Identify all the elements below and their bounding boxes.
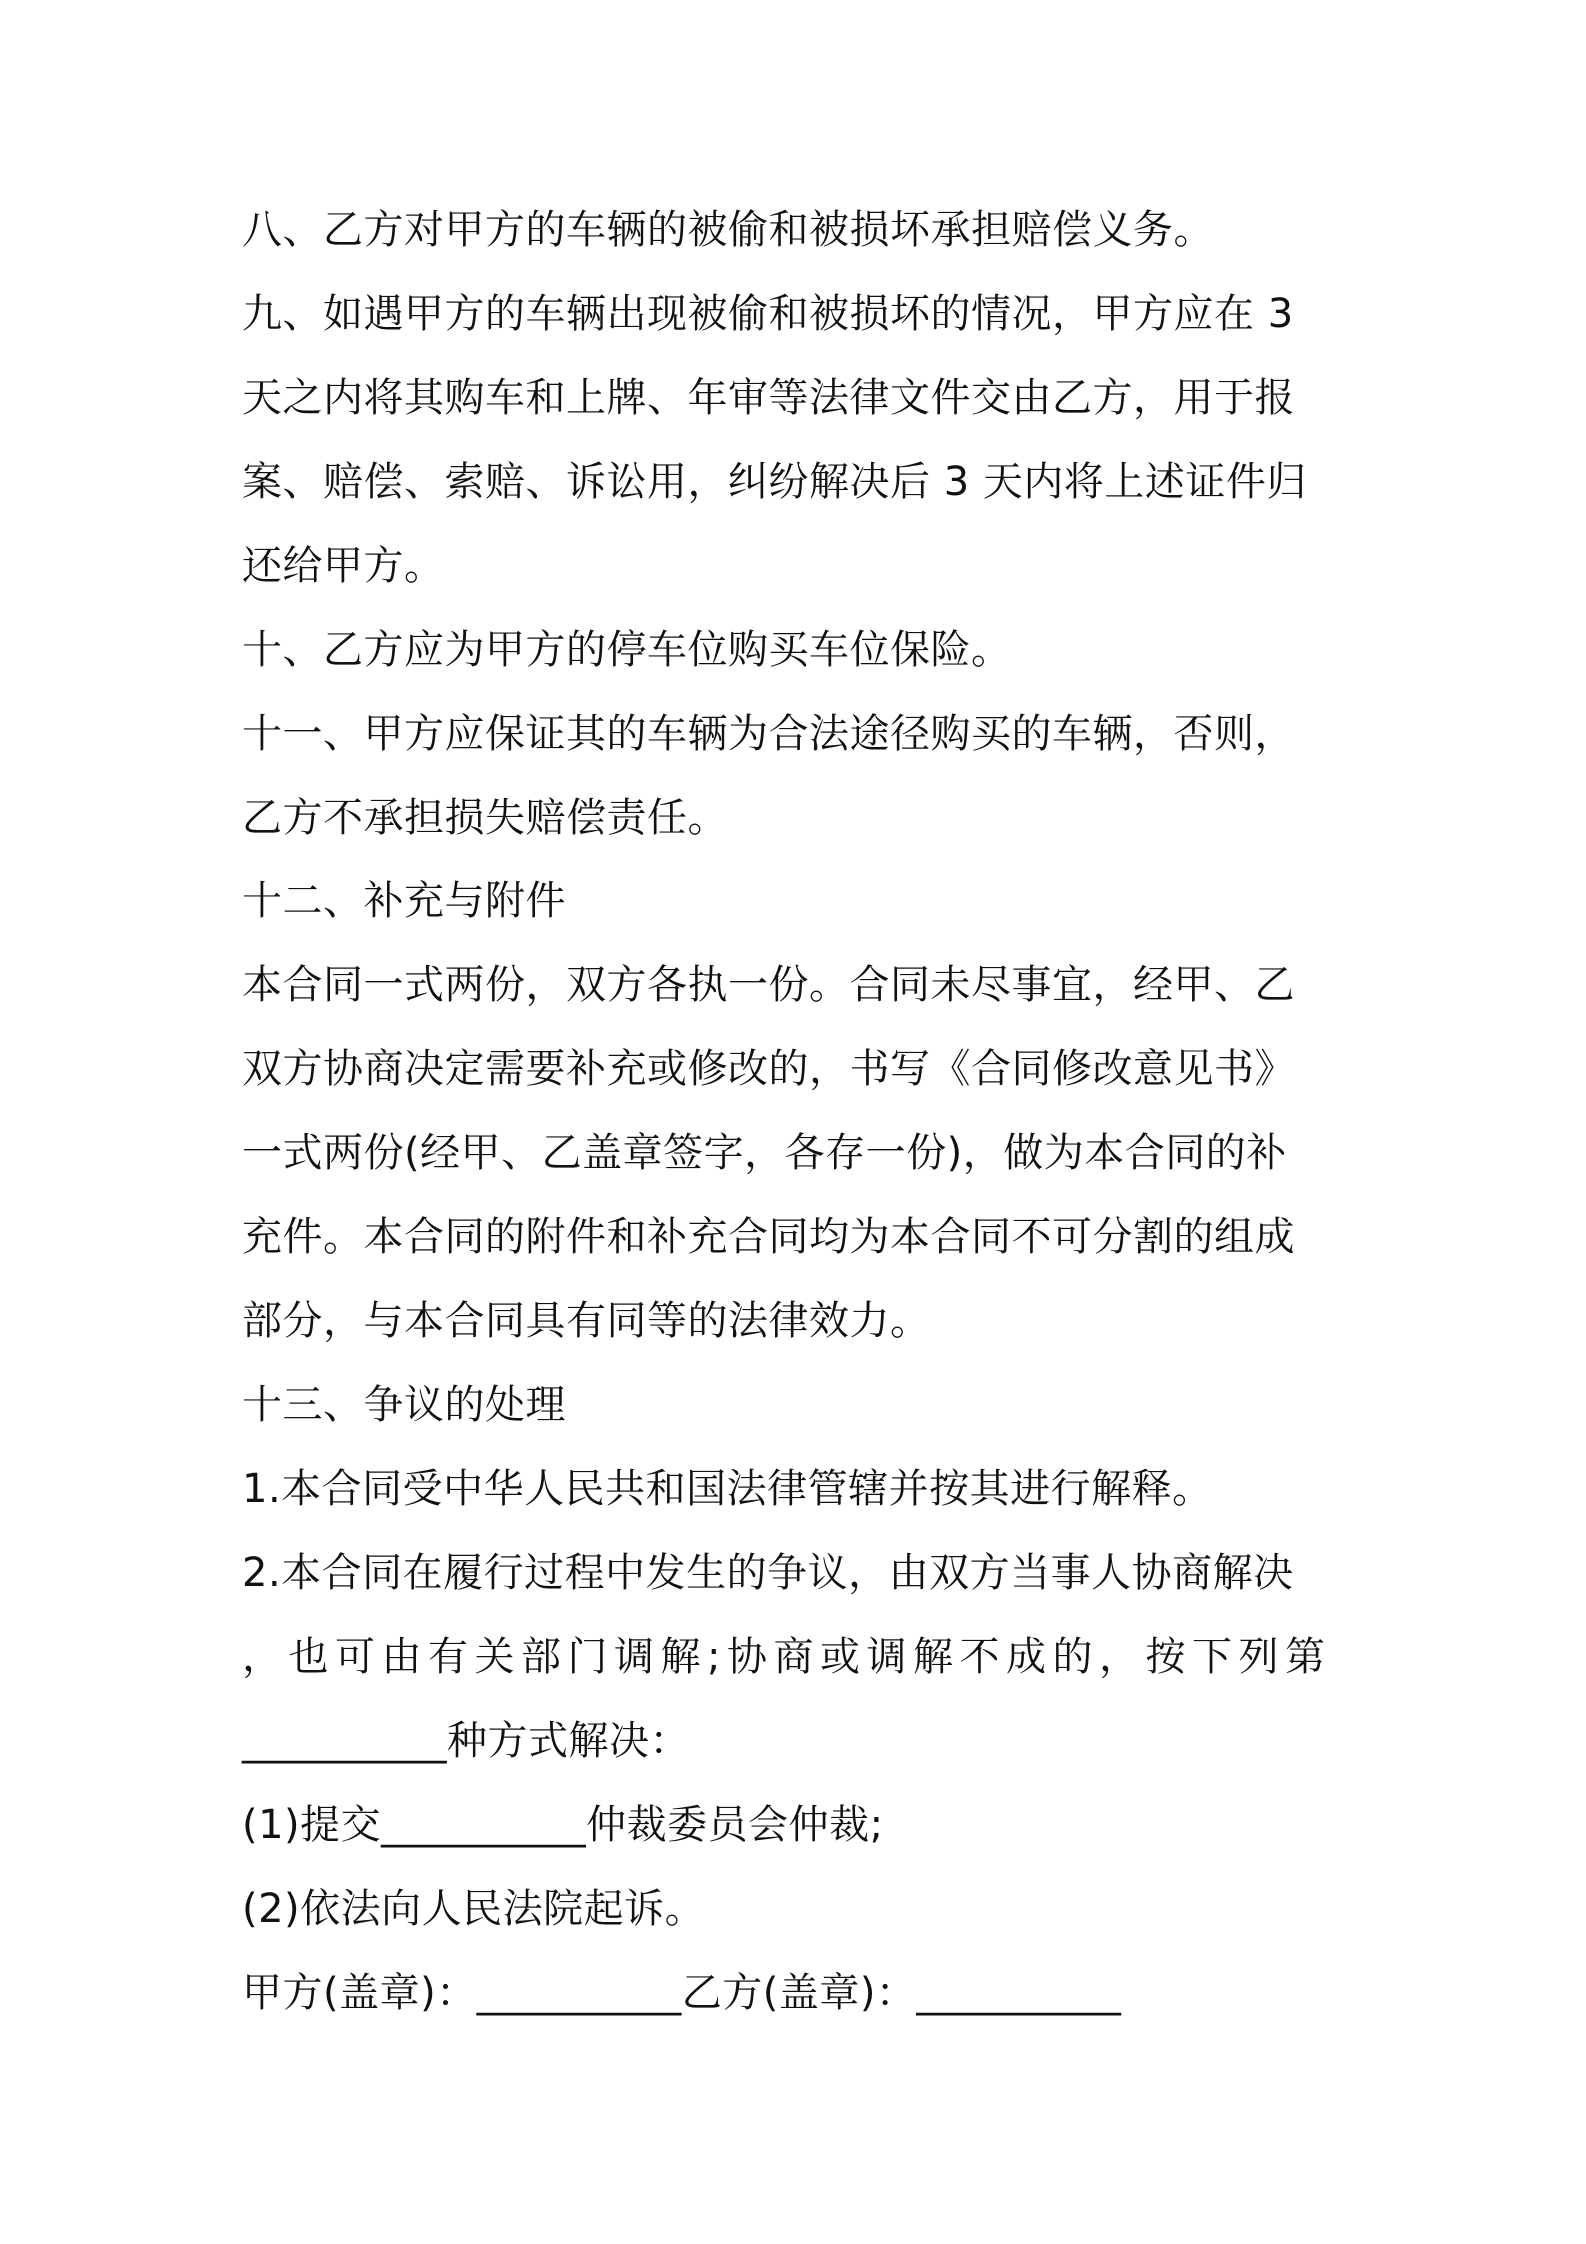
clause-13-item-1: 1.本合同受中华人民共和国法律管辖并按其进行解释。 [242, 1466, 1213, 1512]
clause-12-line-1: 本合同一式两份，双方各执一份。合同未尽事宜，经甲、乙 [242, 962, 1295, 1008]
clause-13-item-2-line-1: 2.本合同在履行过程中发生的争议，由双方当事人协商解决 [242, 1550, 1294, 1596]
clause-9-line-2: 天之内将其购车和上牌、年审等法律文件交由乙方，用于报 [242, 375, 1295, 421]
dispute-option-1: (1)提交__________仲裁委员会仲裁; [242, 1802, 884, 1848]
clause-9-line-4: 还给甲方。 [242, 543, 445, 589]
clause-12-line-4: 充件。本合同的附件和补充合同均为本合同不可分割的组成 [242, 1214, 1295, 1260]
clause-13-item-2-line-2: ，也可由有关部门调解;协商或调解不成的，按下列第 [242, 1634, 1332, 1680]
dispute-option-2: (2)依法向人民法院起诉。 [242, 1886, 706, 1932]
clause-11-line-1: 十一、甲方应保证其的车辆为合法途径购买的车辆，否则， [242, 711, 1295, 757]
signature-line: 甲方(盖章)：__________乙方(盖章)：__________ [242, 1970, 1122, 2016]
clause-13-item-2-line-3: __________种方式解决： [242, 1718, 690, 1764]
clause-12-heading: 十二、补充与附件 [242, 878, 566, 924]
clause-12-line-5: 部分，与本合同具有同等的法律效力。 [242, 1298, 931, 1344]
clause-13-heading: 十三、争议的处理 [242, 1382, 566, 1428]
clause-9-line-1: 九、如遇甲方的车辆出现被偷和被损坏的情况，甲方应在 3 [242, 291, 1294, 337]
clause-11-line-2: 乙方不承担损失赔偿责任。 [242, 795, 728, 841]
clause-12-line-3: 一式两份(经甲、乙盖章签字，各存一份)，做为本合同的补 [242, 1130, 1287, 1176]
clause-9-line-3: 案、赔偿、索赔、诉讼用，纠纷解决后 3 天内将上述证件归 [242, 459, 1307, 505]
clause-12-line-2: 双方协商决定需要补充或修改的，书写《合同修改意见书》 [242, 1046, 1295, 1092]
clause-8-line-1: 八、乙方对甲方的车辆的被偷和被损坏承担赔偿义务。 [242, 207, 1214, 253]
clause-10-line-1: 十、乙方应为甲方的停车位购买车位保险。 [242, 627, 1012, 673]
